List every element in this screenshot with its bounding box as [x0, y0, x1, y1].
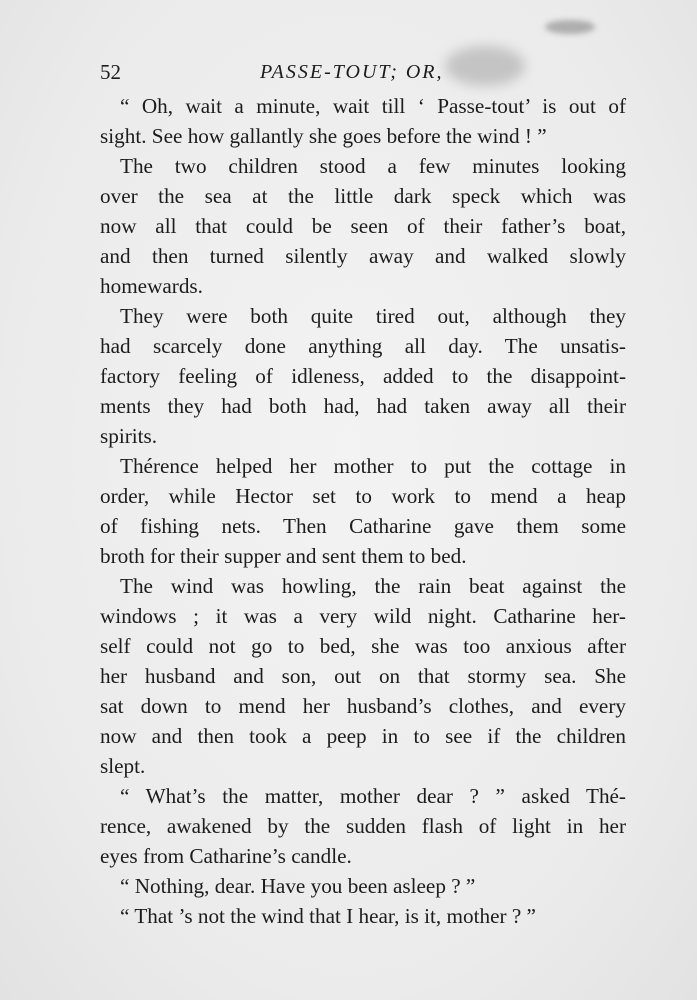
text-line: Thérence helped her mother to put the cottage in — [120, 454, 626, 478]
text-line: and then turned silently away and walked slowly — [100, 244, 626, 268]
running-title: PASSE-TOUT; OR, — [260, 61, 444, 83]
text-line: broth for their supper and sent them to bed. — [100, 544, 467, 568]
paragraph — [100, 871, 626, 901]
page-number: 52 — [100, 60, 121, 84]
text-line: windows ; it was a very wild night. Catharine her- — [100, 604, 626, 628]
page-header — [100, 58, 626, 86]
text-line: sight. See how gallantly she goes before the wind ! ” — [100, 124, 547, 148]
text-line: “ That ’s not the wind that I hear, is it, mother ? ” — [120, 904, 536, 928]
text-line: “ What’s the matter, mother dear ? ” asked Thé- — [120, 784, 626, 808]
text-line: spirits. — [100, 424, 158, 448]
text-line: “ Nothing, dear. Have you been asleep ? ” — [120, 874, 476, 898]
text-line: rence, awakened by the sudden flash of light in her — [100, 814, 626, 838]
text-line: ments they had both had, had taken away all their — [100, 394, 626, 418]
text-line: sat down to mend her husband’s clothes, and every — [100, 694, 626, 718]
page-body — [100, 91, 626, 931]
paragraph — [100, 301, 626, 451]
paragraph — [100, 151, 626, 301]
text-line: They were both quite tired out, although they — [120, 304, 626, 328]
text-line: homewards. — [100, 274, 203, 298]
text-line: The wind was howling, the rain beat against the — [120, 574, 626, 598]
text-line: “ Oh, wait a minute, wait till ‘ Passe-tout’ is out of — [120, 94, 626, 118]
text-line: now and then took a peep in to see if the children — [100, 724, 626, 748]
paragraph — [100, 571, 626, 781]
text-line: factory feeling of idleness, added to the disappoint- — [100, 364, 626, 388]
text-line: her husband and son, out on that stormy sea. She — [100, 664, 626, 688]
text-line: eyes from Catharine’s candle. — [100, 844, 352, 868]
text-line: self could not go to bed, she was too anxious after — [100, 634, 626, 658]
text-line: had scarcely done anything all day. The unsatis- — [100, 334, 626, 358]
text-line: of fishing nets. Then Catharine gave them some — [100, 514, 626, 538]
paragraph — [100, 91, 626, 151]
text-line: The two children stood a few minutes looking — [120, 154, 626, 178]
paragraph — [100, 781, 626, 871]
paragraph — [100, 451, 626, 571]
ink-smudge — [545, 20, 595, 34]
text-line: now all that could be seen of their father’s boat, — [100, 214, 626, 238]
paragraph — [100, 901, 626, 931]
text-line: slept. — [100, 754, 146, 778]
text-line: over the sea at the little dark speck which was — [100, 184, 626, 208]
text-line: order, while Hector set to work to mend a heap — [100, 484, 626, 508]
